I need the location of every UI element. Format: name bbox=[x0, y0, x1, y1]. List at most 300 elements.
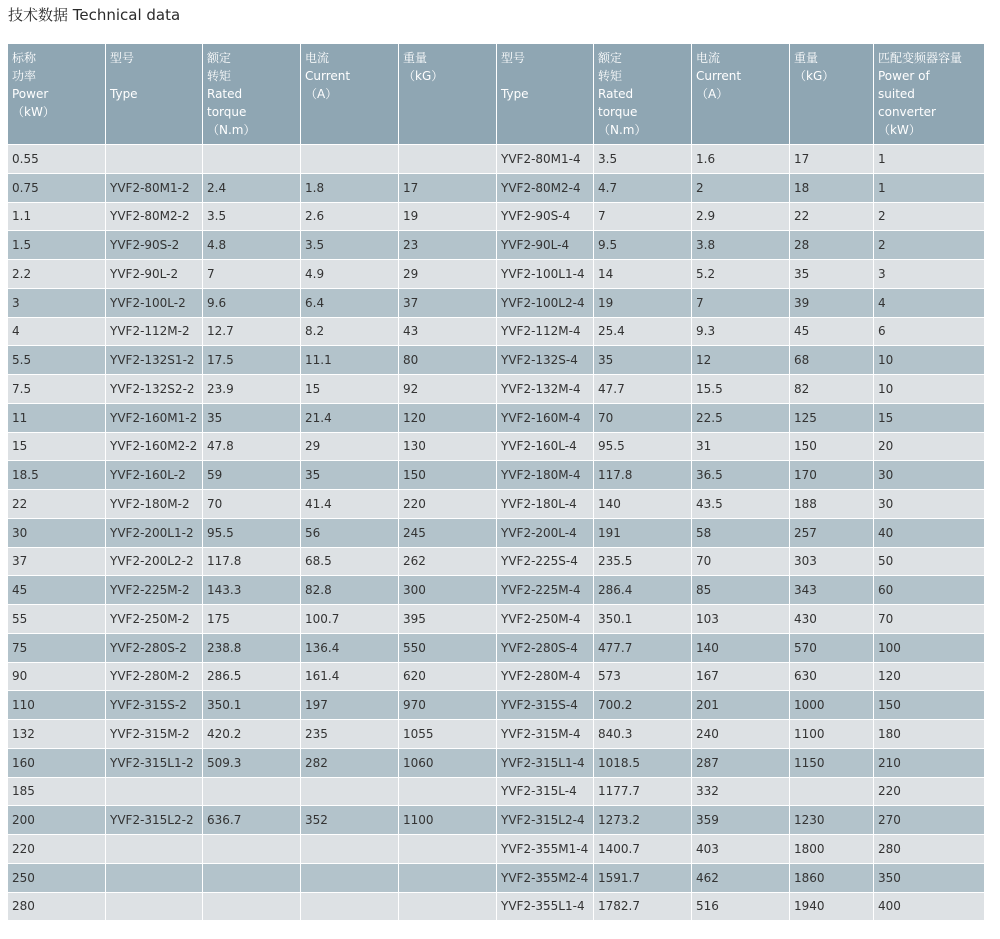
table-cell: 140 bbox=[594, 490, 692, 519]
table-cell: YVF2-132M-4 bbox=[497, 375, 594, 404]
table-cell: YVF2-90L-2 bbox=[106, 260, 203, 289]
table-cell: 245 bbox=[399, 519, 497, 548]
table-cell: 303 bbox=[790, 548, 874, 577]
table-cell: 60 bbox=[874, 576, 985, 605]
column-header-line: 电流 bbox=[305, 51, 330, 65]
column-header-line: （kW） bbox=[878, 123, 921, 137]
table-cell: 1860 bbox=[790, 864, 874, 893]
table-cell: 68.5 bbox=[301, 548, 399, 577]
table-cell: 1.8 bbox=[301, 174, 399, 203]
table-cell: YVF2-315M-4 bbox=[497, 720, 594, 749]
table-cell bbox=[106, 864, 203, 893]
table-cell: 7 bbox=[594, 203, 692, 232]
column-header-line: Power bbox=[12, 87, 49, 101]
table-cell: 43 bbox=[399, 318, 497, 347]
table-cell: 31 bbox=[692, 433, 790, 462]
table-row bbox=[8, 490, 985, 519]
table-cell: YVF2-315L1-2 bbox=[106, 749, 203, 778]
table-cell: 125 bbox=[790, 404, 874, 433]
table-cell: 58 bbox=[692, 519, 790, 548]
table-cell: 15 bbox=[874, 404, 985, 433]
table-cell: YVF2-132S2-2 bbox=[106, 375, 203, 404]
table-cell: 970 bbox=[399, 691, 497, 720]
table-cell: 18 bbox=[790, 174, 874, 203]
column-header-line: 重量 bbox=[403, 51, 428, 65]
table-cell: YVF2-315L2-2 bbox=[106, 806, 203, 835]
table-cell: YVF2-200L2-2 bbox=[106, 548, 203, 577]
table-cell: 1591.7 bbox=[594, 864, 692, 893]
table-header-row bbox=[8, 44, 985, 145]
table-cell: 1230 bbox=[790, 806, 874, 835]
table-cell: 41.4 bbox=[301, 490, 399, 519]
table-cell bbox=[106, 893, 203, 922]
table-cell: 17 bbox=[399, 174, 497, 203]
table-cell: 220 bbox=[399, 490, 497, 519]
table-cell: 80 bbox=[399, 346, 497, 375]
table-cell: 90 bbox=[8, 663, 106, 692]
table-cell bbox=[790, 778, 874, 807]
table-cell: 95.5 bbox=[203, 519, 301, 548]
table-cell: 9.6 bbox=[203, 289, 301, 318]
table-cell bbox=[399, 864, 497, 893]
column-header-line: torque bbox=[598, 105, 638, 119]
table-cell: 120 bbox=[874, 663, 985, 692]
table-cell: 350.1 bbox=[594, 605, 692, 634]
table-cell: YVF2-355M1-4 bbox=[497, 835, 594, 864]
table-cell: 300 bbox=[399, 576, 497, 605]
table-cell bbox=[203, 893, 301, 922]
table-cell: 0.55 bbox=[8, 145, 106, 174]
table-cell bbox=[301, 835, 399, 864]
table-cell: 2.2 bbox=[8, 260, 106, 289]
table-row bbox=[8, 203, 985, 232]
column-header-line: 转矩 bbox=[598, 69, 623, 83]
table-cell: YVF2-80M2-2 bbox=[106, 203, 203, 232]
table-cell: YVF2-132S1-2 bbox=[106, 346, 203, 375]
table-row bbox=[8, 145, 985, 174]
table-cell: 250 bbox=[8, 864, 106, 893]
table-cell: 19 bbox=[594, 289, 692, 318]
table-cell: YVF2-90S-2 bbox=[106, 231, 203, 260]
table-cell: 132 bbox=[8, 720, 106, 749]
table-cell: 3.8 bbox=[692, 231, 790, 260]
table-cell: 10 bbox=[874, 375, 985, 404]
table-cell: YVF2-160L-2 bbox=[106, 461, 203, 490]
table-cell: 1 bbox=[874, 145, 985, 174]
table-cell: 23 bbox=[399, 231, 497, 260]
table-cell: 200 bbox=[8, 806, 106, 835]
column-header-line: 型号 bbox=[110, 51, 135, 65]
table-cell: 4.8 bbox=[203, 231, 301, 260]
table-cell: 287 bbox=[692, 749, 790, 778]
table-row bbox=[8, 433, 985, 462]
table-cell: 82.8 bbox=[301, 576, 399, 605]
column-header-line: Power of bbox=[878, 69, 930, 83]
table-cell: YVF2-90S-4 bbox=[497, 203, 594, 232]
column-header-5 bbox=[497, 44, 594, 145]
table-cell: 573 bbox=[594, 663, 692, 692]
table-cell: 3.5 bbox=[594, 145, 692, 174]
table-row bbox=[8, 663, 985, 692]
table-cell: 136.4 bbox=[301, 634, 399, 663]
table-cell: 15 bbox=[301, 375, 399, 404]
table-row bbox=[8, 375, 985, 404]
table-cell: YVF2-315L1-4 bbox=[497, 749, 594, 778]
table-cell: 280 bbox=[8, 893, 106, 922]
table-cell: 36.5 bbox=[692, 461, 790, 490]
table-cell: 840.3 bbox=[594, 720, 692, 749]
table-cell: 1055 bbox=[399, 720, 497, 749]
table-cell: 286.4 bbox=[594, 576, 692, 605]
table-cell: 29 bbox=[399, 260, 497, 289]
table-cell: 3 bbox=[8, 289, 106, 318]
column-header-line: 重量 bbox=[794, 51, 819, 65]
table-cell: 570 bbox=[790, 634, 874, 663]
table-cell: 1400.7 bbox=[594, 835, 692, 864]
table-cell: YVF2-180M-2 bbox=[106, 490, 203, 519]
column-header-line: converter bbox=[878, 105, 936, 119]
table-cell: 37 bbox=[8, 548, 106, 577]
table-cell: 4 bbox=[874, 289, 985, 318]
table-cell: 4.9 bbox=[301, 260, 399, 289]
table-cell: 240 bbox=[692, 720, 790, 749]
column-header-line: torque bbox=[207, 105, 247, 119]
table-cell: YVF2-250M-2 bbox=[106, 605, 203, 634]
column-header-8 bbox=[790, 44, 874, 145]
column-header-line: 转矩 bbox=[207, 69, 232, 83]
table-cell: 130 bbox=[399, 433, 497, 462]
table-cell: 70 bbox=[874, 605, 985, 634]
column-header-1 bbox=[106, 44, 203, 145]
table-cell: 191 bbox=[594, 519, 692, 548]
table-cell: YVF2-160M2-2 bbox=[106, 433, 203, 462]
table-cell: 9.5 bbox=[594, 231, 692, 260]
table-cell bbox=[203, 778, 301, 807]
table-cell: 2 bbox=[874, 203, 985, 232]
table-cell: 430 bbox=[790, 605, 874, 634]
table-cell: 1782.7 bbox=[594, 893, 692, 922]
table-cell: YVF2-315L2-4 bbox=[497, 806, 594, 835]
table-cell: 56 bbox=[301, 519, 399, 548]
table-cell: 10 bbox=[874, 346, 985, 375]
table-cell: 70 bbox=[692, 548, 790, 577]
table-cell: 45 bbox=[8, 576, 106, 605]
table-cell: 7.5 bbox=[8, 375, 106, 404]
table-cell: 167 bbox=[692, 663, 790, 692]
table-cell: 28 bbox=[790, 231, 874, 260]
table-row bbox=[8, 864, 985, 893]
table-cell: 3.5 bbox=[203, 203, 301, 232]
table-cell: 1060 bbox=[399, 749, 497, 778]
table-cell: YVF2-100L2-4 bbox=[497, 289, 594, 318]
table-cell bbox=[399, 835, 497, 864]
column-header-line: Current bbox=[305, 69, 351, 83]
table-cell: 150 bbox=[874, 691, 985, 720]
column-header-line: （A） bbox=[305, 87, 338, 101]
table-cell: 280 bbox=[874, 835, 985, 864]
table-cell: YVF2-355L1-4 bbox=[497, 893, 594, 922]
table-cell: 220 bbox=[8, 835, 106, 864]
table-cell: YVF2-280M-4 bbox=[497, 663, 594, 692]
table-cell: YVF2-112M-2 bbox=[106, 318, 203, 347]
table-cell: 30 bbox=[874, 461, 985, 490]
column-header-line: Rated bbox=[207, 87, 243, 101]
column-header-line: （A） bbox=[696, 87, 729, 101]
table-cell: 43.5 bbox=[692, 490, 790, 519]
table-cell: 100 bbox=[874, 634, 985, 663]
table-cell: 117.8 bbox=[594, 461, 692, 490]
column-header-line: （kW） bbox=[12, 105, 55, 119]
table-cell: 22 bbox=[790, 203, 874, 232]
table-cell: 17.5 bbox=[203, 346, 301, 375]
table-cell: 1000 bbox=[790, 691, 874, 720]
table-cell: 516 bbox=[692, 893, 790, 922]
table-cell: 103 bbox=[692, 605, 790, 634]
table-cell bbox=[301, 864, 399, 893]
table-cell: 50 bbox=[874, 548, 985, 577]
table-cell: YVF2-280M-2 bbox=[106, 663, 203, 692]
table-cell: YVF2-100L1-4 bbox=[497, 260, 594, 289]
column-header-line: 电流 bbox=[696, 51, 721, 65]
table-cell: 395 bbox=[399, 605, 497, 634]
table-cell bbox=[106, 835, 203, 864]
table-cell: 4.7 bbox=[594, 174, 692, 203]
table-cell bbox=[301, 778, 399, 807]
table-row bbox=[8, 806, 985, 835]
table-cell: 161.4 bbox=[301, 663, 399, 692]
table-cell: 509.3 bbox=[203, 749, 301, 778]
table-cell: 140 bbox=[692, 634, 790, 663]
table-cell: 201 bbox=[692, 691, 790, 720]
table-cell: 2.4 bbox=[203, 174, 301, 203]
table-row bbox=[8, 691, 985, 720]
column-header-line: 额定 bbox=[598, 51, 623, 65]
column-header-4 bbox=[399, 44, 497, 145]
table-cell: 1800 bbox=[790, 835, 874, 864]
table-cell: 40 bbox=[874, 519, 985, 548]
table-cell: 5.2 bbox=[692, 260, 790, 289]
table-cell: 262 bbox=[399, 548, 497, 577]
column-header-2 bbox=[203, 44, 301, 145]
table-cell: 30 bbox=[8, 519, 106, 548]
table-cell: 700.2 bbox=[594, 691, 692, 720]
table-row bbox=[8, 835, 985, 864]
table-cell: YVF2-250M-4 bbox=[497, 605, 594, 634]
table-cell: 6 bbox=[874, 318, 985, 347]
column-header-9 bbox=[874, 44, 985, 145]
table-cell: 282 bbox=[301, 749, 399, 778]
table-cell: 20 bbox=[874, 433, 985, 462]
table-cell: YVF2-225S-4 bbox=[497, 548, 594, 577]
column-header-line: suited bbox=[878, 87, 915, 101]
column-header-line bbox=[501, 67, 593, 85]
table-row bbox=[8, 893, 985, 922]
table-cell: 8.2 bbox=[301, 318, 399, 347]
table-cell: YVF2-80M2-4 bbox=[497, 174, 594, 203]
table-row bbox=[8, 605, 985, 634]
column-header-7 bbox=[692, 44, 790, 145]
table-cell: 0.75 bbox=[8, 174, 106, 203]
table-cell: 359 bbox=[692, 806, 790, 835]
table-cell: YVF2-90L-4 bbox=[497, 231, 594, 260]
table-cell: 1018.5 bbox=[594, 749, 692, 778]
table-cell: 110 bbox=[8, 691, 106, 720]
column-header-3 bbox=[301, 44, 399, 145]
table-cell: 2.6 bbox=[301, 203, 399, 232]
table-cell: 238.8 bbox=[203, 634, 301, 663]
table-cell: 11.1 bbox=[301, 346, 399, 375]
table-cell bbox=[203, 835, 301, 864]
table-row bbox=[8, 318, 985, 347]
table-cell: 59 bbox=[203, 461, 301, 490]
table-cell: 85 bbox=[692, 576, 790, 605]
table-cell: 9.3 bbox=[692, 318, 790, 347]
table-cell: 68 bbox=[790, 346, 874, 375]
table-cell: 188 bbox=[790, 490, 874, 519]
table-cell: 220 bbox=[874, 778, 985, 807]
table-cell: 82 bbox=[790, 375, 874, 404]
table-cell: YVF2-80M1-4 bbox=[497, 145, 594, 174]
table-cell: 352 bbox=[301, 806, 399, 835]
page-title: 技术数据 Technical data bbox=[8, 6, 181, 24]
table-cell: 170 bbox=[790, 461, 874, 490]
column-header-line: （N.m） bbox=[598, 123, 647, 137]
column-header-line: Type bbox=[501, 87, 529, 101]
table-cell: 477.7 bbox=[594, 634, 692, 663]
table-cell bbox=[301, 893, 399, 922]
table-cell: 45 bbox=[790, 318, 874, 347]
table-row bbox=[8, 519, 985, 548]
table-cell: YVF2-180L-4 bbox=[497, 490, 594, 519]
table-cell: 12 bbox=[692, 346, 790, 375]
table-cell: 420.2 bbox=[203, 720, 301, 749]
table-cell: 235 bbox=[301, 720, 399, 749]
table-cell: 1940 bbox=[790, 893, 874, 922]
table-cell: 55 bbox=[8, 605, 106, 634]
table-cell: 1100 bbox=[790, 720, 874, 749]
table-cell: 25.4 bbox=[594, 318, 692, 347]
table-cell: 235.5 bbox=[594, 548, 692, 577]
table-cell: 1.1 bbox=[8, 203, 106, 232]
table-cell: 11 bbox=[8, 404, 106, 433]
table-cell: 550 bbox=[399, 634, 497, 663]
table-cell: 35 bbox=[594, 346, 692, 375]
table-cell: 143.3 bbox=[203, 576, 301, 605]
table-cell: 4 bbox=[8, 318, 106, 347]
table-cell: 6.4 bbox=[301, 289, 399, 318]
column-header-line bbox=[110, 67, 202, 85]
table-row bbox=[8, 749, 985, 778]
table-cell: YVF2-315S-2 bbox=[106, 691, 203, 720]
table-cell: 35 bbox=[790, 260, 874, 289]
table-cell bbox=[203, 864, 301, 893]
table-cell: YVF2-355M2-4 bbox=[497, 864, 594, 893]
table-cell: YVF2-200L1-2 bbox=[106, 519, 203, 548]
technical-data-table bbox=[8, 44, 985, 921]
table-cell: 350 bbox=[874, 864, 985, 893]
table-cell: 30 bbox=[874, 490, 985, 519]
table-cell: 37 bbox=[399, 289, 497, 318]
column-header-line: 匹配变频器容量 bbox=[878, 51, 963, 65]
table-cell: 1150 bbox=[790, 749, 874, 778]
table-cell: 636.7 bbox=[203, 806, 301, 835]
table-row bbox=[8, 346, 985, 375]
column-header-0 bbox=[8, 44, 106, 145]
table-row bbox=[8, 720, 985, 749]
table-cell bbox=[106, 145, 203, 174]
table-cell: 1.5 bbox=[8, 231, 106, 260]
table-cell: 197 bbox=[301, 691, 399, 720]
column-header-6 bbox=[594, 44, 692, 145]
table-cell: 210 bbox=[874, 749, 985, 778]
table-cell: 160 bbox=[8, 749, 106, 778]
column-header-line: 型号 bbox=[501, 51, 526, 65]
table-cell bbox=[203, 145, 301, 174]
table-cell: 2 bbox=[692, 174, 790, 203]
table-cell bbox=[399, 145, 497, 174]
table-cell: 620 bbox=[399, 663, 497, 692]
table-cell: 2 bbox=[874, 231, 985, 260]
column-header-line: （kG） bbox=[794, 69, 835, 83]
column-header-line: Type bbox=[110, 87, 138, 101]
table-cell: 35 bbox=[301, 461, 399, 490]
table-cell: YVF2-225M-4 bbox=[497, 576, 594, 605]
table-cell bbox=[399, 893, 497, 922]
column-header-line: 额定 bbox=[207, 51, 232, 65]
table-cell: 175 bbox=[203, 605, 301, 634]
table-cell bbox=[106, 778, 203, 807]
table-cell bbox=[399, 778, 497, 807]
table-cell: 3 bbox=[874, 260, 985, 289]
table-cell: 1177.7 bbox=[594, 778, 692, 807]
column-header-line: 标称 bbox=[12, 51, 37, 65]
table-cell: 332 bbox=[692, 778, 790, 807]
table-cell: 92 bbox=[399, 375, 497, 404]
table-cell: 39 bbox=[790, 289, 874, 318]
column-header-line: Current bbox=[696, 69, 742, 83]
table-cell: YVF2-180M-4 bbox=[497, 461, 594, 490]
table-cell: 462 bbox=[692, 864, 790, 893]
column-header-line: （N.m） bbox=[207, 123, 256, 137]
table-cell: 257 bbox=[790, 519, 874, 548]
table-cell: 75 bbox=[8, 634, 106, 663]
table-cell: 18.5 bbox=[8, 461, 106, 490]
table-cell: 350.1 bbox=[203, 691, 301, 720]
table-row bbox=[8, 576, 985, 605]
table-cell: 15.5 bbox=[692, 375, 790, 404]
table-cell: 120 bbox=[399, 404, 497, 433]
table-cell bbox=[301, 145, 399, 174]
column-header-line: （kG） bbox=[403, 69, 444, 83]
table-cell: 343 bbox=[790, 576, 874, 605]
table-cell: 70 bbox=[594, 404, 692, 433]
table-cell: 270 bbox=[874, 806, 985, 835]
table-cell: 29 bbox=[301, 433, 399, 462]
table-row bbox=[8, 260, 985, 289]
table-cell: YVF2-225M-2 bbox=[106, 576, 203, 605]
table-cell: YVF2-280S-2 bbox=[106, 634, 203, 663]
table-cell: 14 bbox=[594, 260, 692, 289]
table-cell: 15 bbox=[8, 433, 106, 462]
table-cell: 286.5 bbox=[203, 663, 301, 692]
table-cell: 47.7 bbox=[594, 375, 692, 404]
table-cell: YVF2-112M-4 bbox=[497, 318, 594, 347]
table-cell: YVF2-160M-4 bbox=[497, 404, 594, 433]
table-cell: 150 bbox=[790, 433, 874, 462]
table-cell: YVF2-132S-4 bbox=[497, 346, 594, 375]
table-cell: 17 bbox=[790, 145, 874, 174]
table-cell: 2.9 bbox=[692, 203, 790, 232]
